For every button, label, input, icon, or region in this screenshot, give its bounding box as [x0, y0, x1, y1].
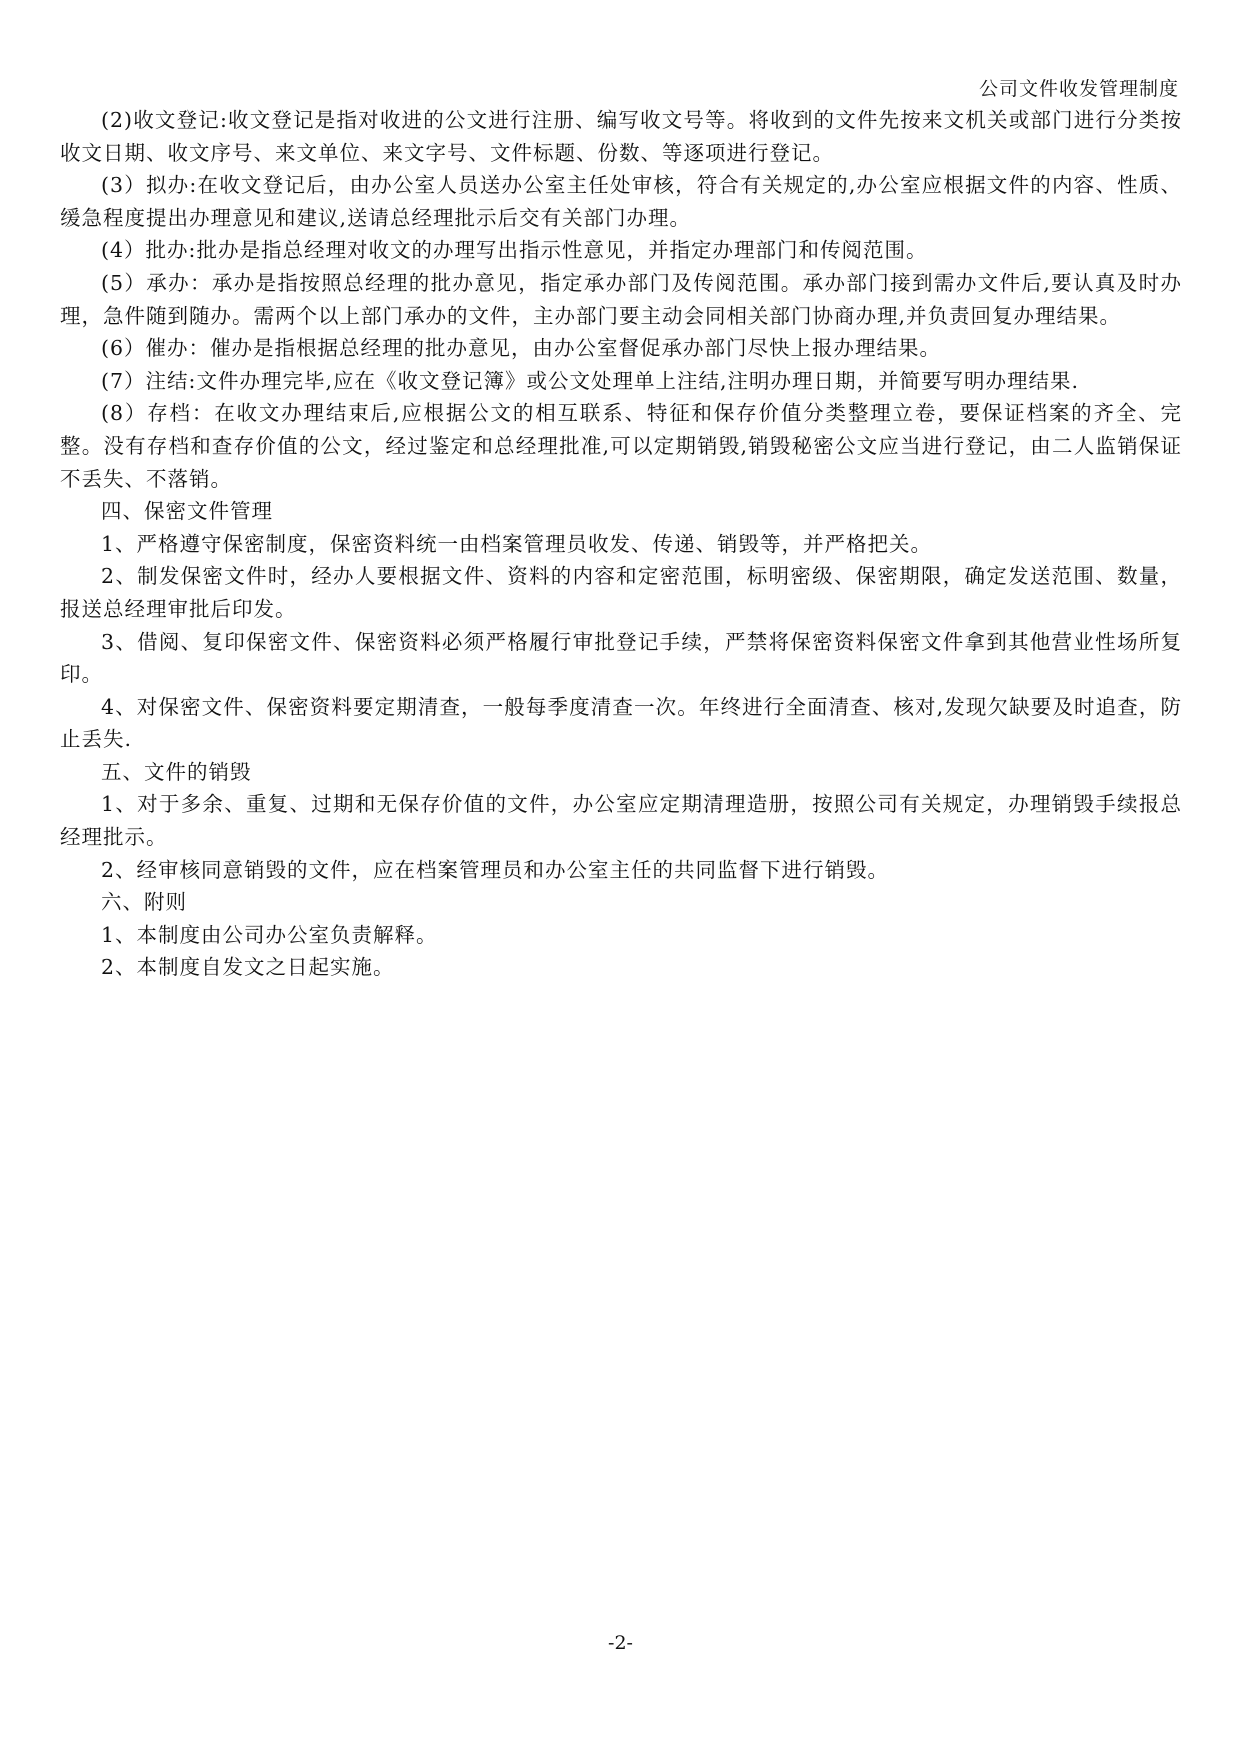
- paragraph-receipt-registration: (2)收文登记:收文登记是指对收进的公文进行注册、编写收文号等。将收到的文件先按来文机关或部门进行分类按收文日期、收文序号、来文单位、来文字号、文件标题、份数、等逐项进行登记。: [60, 108, 1182, 165]
- paragraph-archiving: (8）存档：在收文办理结束后,应根据公文的相互联系、特征和保存价值分类整理立卷，要保证档案的齐全、完整。没有存档和查存价值的公文，经过鉴定和总经理批准,可以定期销毁,销毁秘密公文应当进行登记，由二人监销保证不丢失、不落销。: [60, 401, 1182, 491]
- section-heading-confidential: 四、保密文件管理: [101, 499, 273, 524]
- paragraph-urging: (6）催办：催办是指根据总经理的批办意见，由办公室督促承办部门尽快上报办理结果。: [101, 336, 942, 361]
- section-heading-destruction: 五、文件的销毁: [101, 759, 252, 784]
- running-header: 公司文件收发管理制度: [978, 78, 1179, 100]
- paragraph-undertaking: (5）承办：承办是指按照总经理的批办意见，指定承办部门及传阅范围。承办部门接到需办文件后,要认真及时办理，急件随到随办。需两个以上部门承办的文件，主办部门要主动会同相关部门协商办理,并负责回复办理结果。: [60, 270, 1182, 328]
- paragraph-confidential-3: 3、借阅、复印保密文件、保密资料必须严格履行审批登记手续，严禁将保密资料保密文件拿到其他营业性场所复印。: [60, 629, 1182, 687]
- paragraph-supplementary-1: 1、本制度由公司办公室负责解释。: [101, 922, 438, 947]
- paragraph-destruction-2: 2、经审核同意销毁的文件，应在档案管理员和办公室主任的共同监督下进行销毁。: [101, 857, 890, 882]
- page-number: -2-: [608, 1632, 633, 1654]
- paragraph-confidential-4: 4、对保密文件、保密资料要定期清查，一般每季度清查一次。年终进行全面清查、核对,发现欠缺要及时追查，防止丢失.: [60, 694, 1182, 752]
- paragraph-draft-handling: (3）拟办:在收文登记后，由办公室人员送办公室主任处审核，符合有关规定的,办公室应根据文件的内容、性质、缓急程度提出办理意见和建议,送请总经理批示后交有关部门办理。: [60, 173, 1182, 230]
- paragraph-destruction-1: 1、对于多余、重复、过期和无保存价值的文件，办公室应定期清理造册，按照公司有关规定，办理销毁手续报总经理批示。: [60, 792, 1182, 850]
- document-body: [60, 104, 1182, 984]
- section-heading-supplementary: 六、附则: [101, 890, 187, 915]
- paragraph-approval: (4）批办:批办是指总经理对收文的办理写出指示性意见，并指定办理部门和传阅范围。: [101, 238, 928, 263]
- paragraph-confidential-1: 1、严格遵守保密制度，保密资料统一由档案管理员收发、传递、销毁等，并严格把关。: [101, 531, 933, 556]
- paragraph-supplementary-2: 2、本制度自发文之日起实施。: [101, 955, 395, 980]
- paragraph-confidential-2: 2、制发保密文件时，经办人要根据文件、资料的内容和定密范围，标明密级、保密期限，确定发送范围、数量，报送总经理审批后印发。: [60, 564, 1182, 621]
- paragraph-closing-note: (7）注结:文件办理完毕,应在《收文登记簿》或公文处理单上注结,注明办理日期，并简要写明办理结果.: [101, 368, 1079, 393]
